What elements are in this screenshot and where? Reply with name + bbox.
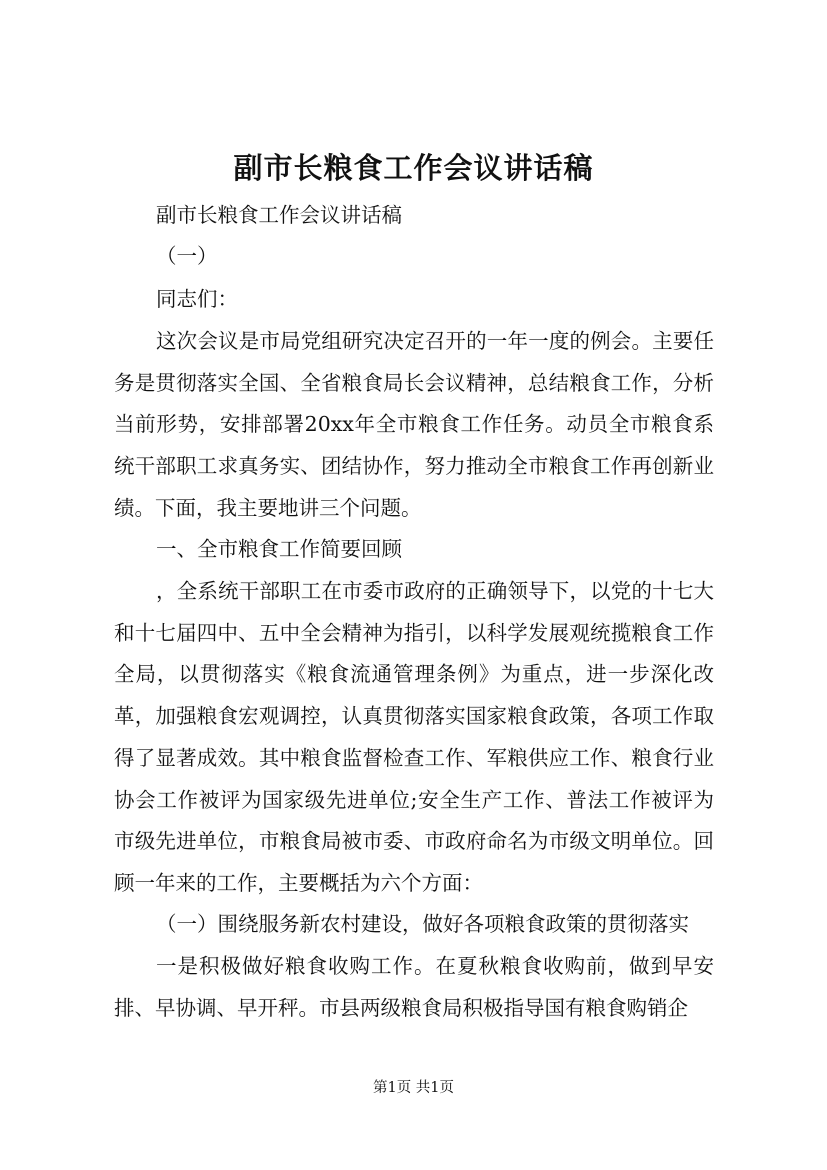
paragraph-intro: 这次会议是市局党组研究决定召开的一年一度的例会。主要任务是贯彻落实全国、全省粮食局长会议精神，总结粮食工作，分析当前形势，安排部署20xx年全市粮食工作任务。动员全市粮食系统干部职工求真务实、团结协作，努力推动全市粮食工作再创新业绩。下面，我主要地讲三个问题。 bbox=[114, 329, 714, 520]
paragraph-salutation: 同志们： bbox=[156, 287, 238, 311]
paragraph-subheading: （一）围绕服务新农村建设，做好各项粮食政策的贯彻落实 bbox=[156, 912, 689, 936]
paragraph-section-number: （一） bbox=[156, 244, 218, 268]
document-title: 副市长粮食工作会议讲话稿 bbox=[233, 151, 594, 185]
paragraph-heading-review: 一、全市粮食工作简要回顾 bbox=[156, 537, 402, 561]
paragraph-subtitle: 副市长粮食工作会议讲话稿 bbox=[156, 203, 402, 227]
paragraph-procurement: 一是积极做好粮食收购工作。在夏秋粮食收购前，做到早安排、早协调、早开秤。市县两级粮食局积极指导国有粮食购销企 bbox=[114, 954, 714, 1020]
paragraph-review-body: ，全系统干部职工在市委市政府的正确领导下，以党的十七大和十七届四中、五中全会精神为指引，以科学发展观统揽粮食工作全局，以贯彻落实《粮食流通管理条例》为重点，进一步深化改革，加强粮食宏观调控，认真贯彻落实国家粮食政策，各项工作取得了显著成效。其中粮食监督检查工作、军粮供应工作、粮食行业协会工作被评为国家级先进单位;安全生产工作、普法工作被评为市级先进单位，市粮食局被市委、市政府命名为市级文明单位。回顾一年来的工作，主要概括为六个方面： bbox=[114, 579, 714, 895]
page-number-footer: 第1页 共1页 bbox=[372, 1080, 455, 1096]
